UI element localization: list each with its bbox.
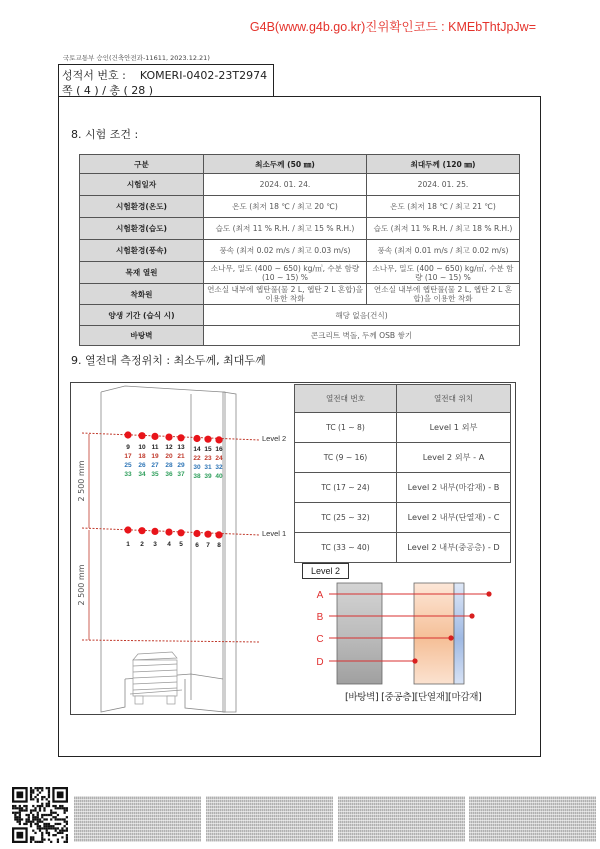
table-row (80, 326, 520, 346)
cell-max: 풍속 (최저 0.01 m/s / 최고 0.02 m/s) (367, 240, 520, 262)
tc-marker-level-2 (215, 436, 222, 443)
qr-code (12, 787, 68, 843)
security-stamp (74, 796, 201, 842)
security-stamp (338, 796, 465, 842)
tc-label: 7 (206, 542, 210, 549)
approval-note: 국토교통부 승인(건축안전과-11611, 2023.12.21) (63, 54, 210, 62)
table-row (295, 503, 511, 533)
table-row (295, 473, 511, 503)
page-info: 쪽 ( 4 ) / 총 ( 28 ) (62, 84, 154, 97)
tc-marker-level-1 (165, 529, 172, 536)
tc-marker-level-2 (204, 436, 211, 443)
cell-max: 온도 (최저 18 ℃ / 최고 21 ℃) (367, 196, 520, 218)
report-number-line (62, 67, 267, 83)
finish-layer (454, 583, 464, 684)
tc-label: 1 (126, 541, 130, 548)
tc-label: 5 (179, 541, 183, 548)
tc-label: 25 (124, 462, 132, 469)
point-marker (486, 591, 491, 596)
tc-label: 35 (151, 471, 159, 478)
dimension-label-upper: 2 500 mm (77, 460, 86, 502)
tc-marker-level-1 (151, 528, 158, 535)
tc-label: 32 (215, 464, 223, 471)
tc-label: 17 (124, 453, 132, 460)
tc-label: 8 (217, 542, 221, 549)
table-row (80, 262, 520, 284)
tc-label: 29 (177, 462, 185, 469)
point-label: C (316, 634, 324, 645)
tc-label: 22 (193, 455, 201, 462)
table-row (80, 305, 520, 326)
tc-label: 34 (138, 471, 146, 478)
tc-marker-level-1 (215, 531, 222, 538)
tc-label: 10 (138, 444, 146, 451)
column-header: 구분 (80, 155, 204, 174)
cell-min: 습도 (최저 11 % R.H. / 최고 15 % R.H.) (204, 218, 367, 240)
section-8-title: 8. 시험 조건 : (71, 128, 139, 141)
tc-label: 40 (215, 473, 223, 480)
tc-number: TC (9 ~ 16) (295, 443, 397, 473)
tc-location: Level 2 외부 - A (397, 443, 511, 473)
table-row (80, 174, 520, 196)
row-label: 시험환경(온도) (80, 196, 204, 218)
tc-label: 4 (167, 541, 171, 548)
test-conditions-table (79, 154, 520, 346)
column-header: 열전대 번호 (295, 385, 397, 413)
layer-diagram (294, 575, 514, 690)
tc-label: 20 (165, 453, 173, 460)
tc-marker-level-2 (124, 431, 131, 438)
table-row (295, 413, 511, 443)
security-stamp (469, 796, 596, 842)
tc-location: Level 2 내부(중공층) - D (397, 533, 511, 563)
tc-label: 2 (140, 541, 144, 548)
tc-marker-level-2 (193, 435, 200, 442)
dimension-label-lower: 2 500 mm (77, 564, 86, 606)
tc-number: TC (25 ~ 32) (295, 503, 397, 533)
cell-merged: 해당 없음(건식) (204, 305, 520, 326)
tc-marker-level-1 (138, 527, 145, 534)
tc-label: 11 (151, 444, 159, 451)
cell-max: 습도 (최저 11 % R.H. / 최고 18 % R.H.) (367, 218, 520, 240)
tc-label: 27 (151, 462, 159, 469)
tc-marker-level-1 (124, 526, 131, 533)
tc-number: TC (33 ~ 40) (295, 533, 397, 563)
thermocouple-table (294, 384, 511, 563)
tc-label: 21 (177, 453, 185, 460)
tc-location: Level 1 외부 (397, 413, 511, 443)
tc-marker-level-2 (177, 434, 184, 441)
column-header: 열전대 위치 (397, 385, 511, 413)
table-row (80, 284, 520, 305)
tc-label: 36 (165, 471, 173, 478)
tc-marker-level-1 (177, 529, 184, 536)
tc-label: 6 (195, 542, 199, 549)
point-label: D (316, 657, 324, 668)
tc-marker-level-2 (165, 434, 172, 441)
point-marker (448, 635, 453, 640)
tc-label: 3 (153, 541, 157, 548)
table-row (295, 533, 511, 563)
tc-number: TC (17 ~ 24) (295, 473, 397, 503)
cell-max: 2024. 01. 25. (367, 174, 520, 196)
wood-crib-icon (130, 652, 182, 704)
cell-max: 연소실 내부에 헵탄풀(물 2 L, 헵탄 2 L 혼합)을 이용한 착화 (367, 284, 520, 305)
tc-label: 12 (165, 444, 173, 451)
section-9-title: 9. 열전대 측정위치 : 최소두께, 최대두께 (71, 354, 266, 367)
tc-location: Level 2 내부(단열재) - C (397, 503, 511, 533)
tc-label: 38 (193, 473, 201, 480)
tc-label: 13 (177, 444, 185, 451)
cell-min: 2024. 01. 24. (204, 174, 367, 196)
cell-min: 연소실 내부에 헵탄풀(물 2 L, 헵탄 2 L 혼합)을 이용한 착화 (204, 284, 367, 305)
tc-label: 26 (138, 462, 146, 469)
tc-label: 31 (204, 464, 212, 471)
tc-number: TC (1 ~ 8) (295, 413, 397, 443)
report-number-label: 성적서 번호 : (62, 69, 126, 82)
level-1-label: Level 1 (262, 529, 287, 538)
point-marker (412, 658, 417, 663)
point-marker (469, 613, 474, 618)
cell-min: 소나무, 밀도 (400 ~ 650) kg/㎥, 수분 함량 (10 ~ 15) % (204, 262, 367, 284)
security-stamp (206, 796, 333, 842)
tc-label: 15 (204, 446, 212, 453)
tc-label: 19 (151, 453, 159, 460)
row-label: 시험환경(풍속) (80, 240, 204, 262)
cell-min: 풍속 (최저 0.02 m/s / 최고 0.03 m/s) (204, 240, 367, 262)
tc-label: 37 (177, 471, 185, 478)
tc-label: 23 (204, 455, 212, 462)
tc-label: 39 (204, 473, 212, 480)
tc-location: Level 2 내부(마감재) - B (397, 473, 511, 503)
base-wall-layer (337, 583, 382, 684)
cell-max: 소나무, 밀도 (400 ~ 650) kg/㎥, 수분 함량 (10 ~ 15) % (367, 262, 520, 284)
report-number: KOMERI-0402-23T2974 (139, 69, 268, 82)
tc-label: 30 (193, 464, 201, 471)
verification-code: G4B(www.g4b.go.kr)진위확인코드 : KMEbThtJpJw= (249, 20, 536, 34)
row-label: 시험일자 (80, 174, 204, 196)
tc-marker-level-1 (204, 531, 211, 538)
layer-legend: [바탕벽] [중공층][단열재][마감재] (345, 692, 482, 703)
point-label: B (316, 612, 324, 623)
tc-label: 14 (193, 446, 201, 453)
cell-merged: 콘크리트 벽돌, 두께 OSB 쌓기 (204, 326, 520, 346)
row-label: 시험환경(습도) (80, 218, 204, 240)
tc-label: 33 (124, 471, 132, 478)
row-label: 착화원 (80, 284, 204, 305)
tc-label: 9 (126, 444, 130, 451)
row-label: 목재 열원 (80, 262, 204, 284)
column-header: 최소두께 (50 ㎜) (204, 155, 367, 174)
table-row (80, 196, 520, 218)
table-row (80, 218, 520, 240)
tc-label: 18 (138, 453, 146, 460)
cell-min: 온도 (최저 18 ℃ / 최고 20 ℃) (204, 196, 367, 218)
table-row (80, 240, 520, 262)
thermocouple-location-diagram (70, 382, 292, 714)
tc-label: 24 (215, 455, 223, 462)
table-header-row (295, 385, 511, 413)
row-label: 양생 기간 (습식 시) (80, 305, 204, 326)
column-header: 최대두께 (120 ㎜) (367, 155, 520, 174)
level-2-label: Level 2 (262, 434, 287, 443)
point-label: A (316, 590, 324, 601)
row-label: 바탕벽 (80, 326, 204, 346)
tc-marker-level-1 (193, 530, 200, 537)
table-row (295, 443, 511, 473)
tc-marker-level-2 (151, 433, 158, 440)
tc-marker-level-2 (138, 432, 145, 439)
table-header-row (80, 155, 520, 174)
tc-label: 16 (215, 446, 223, 453)
layer-diagram-title: Level 2 (302, 563, 349, 579)
tc-label: 28 (165, 462, 173, 469)
floor-line (82, 640, 260, 642)
insulation-layer (414, 583, 454, 684)
